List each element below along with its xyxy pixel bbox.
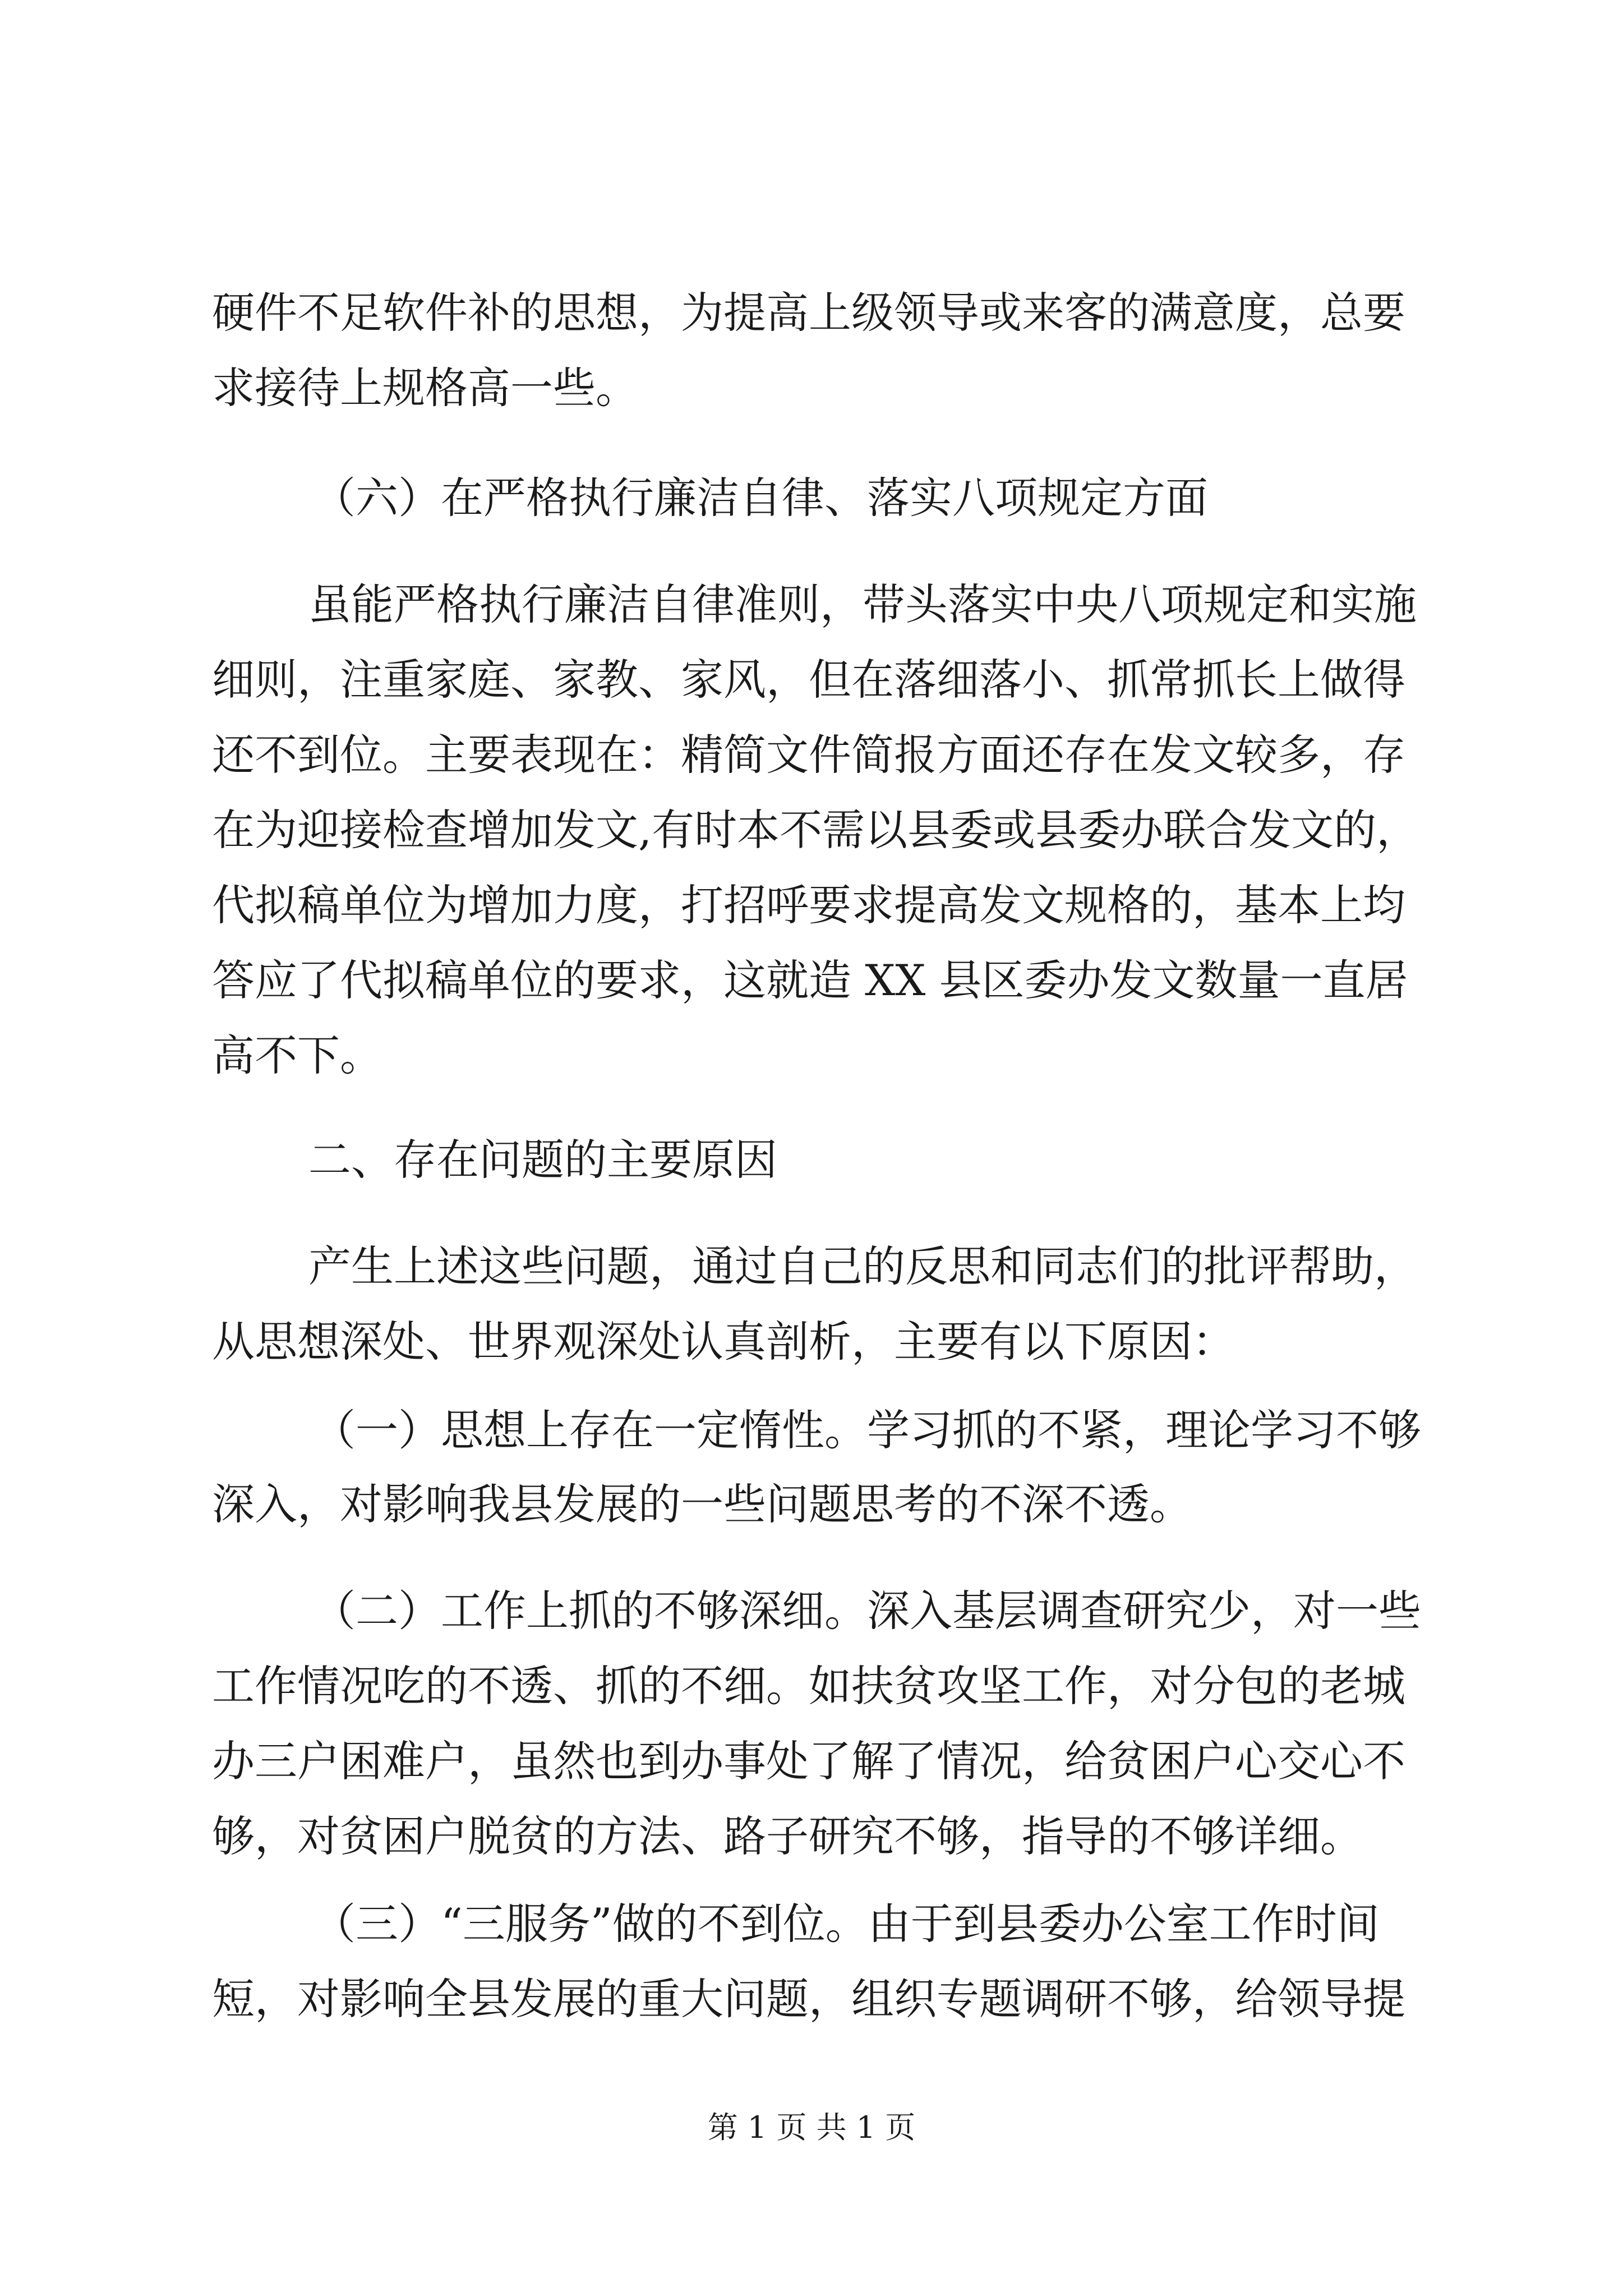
section-heading: （六）在严格执行廉洁自律、落实八项规定方面 bbox=[313, 473, 1208, 523]
text-line: 还不到位。主要表现在：精简文件简报方面还存在发文较多，存 bbox=[212, 730, 1405, 780]
text-line: （一）思想上存在一定惰性。学习抓的不紧，理论学习不够 bbox=[313, 1405, 1421, 1455]
text-line: （二）工作上抓的不够深细。深入基层调查研究少，对一些 bbox=[313, 1586, 1421, 1636]
section-heading: 二、存在问题的主要原因 bbox=[308, 1135, 777, 1185]
text-line: 高不下。 bbox=[212, 1030, 382, 1080]
page-footer: 第 1 页 共 1 页 bbox=[707, 2110, 916, 2145]
text-line: 答应了代拟稿单位的要求，这就造 XX 县区委办发文数量一直居 bbox=[212, 955, 1408, 1005]
text-line: 工作情况吃的不透、抓的不细。如扶贫攻坚工作，对分包的老城 bbox=[212, 1661, 1405, 1711]
text-line: 够，对贫困户脱贫的方法、路子研究不够，指导的不够详细。 bbox=[212, 1811, 1363, 1861]
text-line: 代拟稿单位为增加力度，打招呼要求提高发文规格的，基本上均 bbox=[212, 880, 1405, 930]
text-line: 从思想深处、世界观深处认真剖析，主要有以下原因： bbox=[212, 1317, 1235, 1366]
text-line: 短，对影响全县发展的重大问题，组织专题调研不够，给领导提 bbox=[212, 1974, 1405, 2024]
text-line: 求接待上规格高一些。 bbox=[212, 363, 638, 413]
text-line: （三）“三服务”做的不到位。由于到县委办公室工作时间 bbox=[313, 1899, 1380, 1949]
text-line: 硬件不足软件补的思想，为提高上级领导或来客的满意度，总要 bbox=[212, 288, 1405, 338]
text-line: 办三户困难户，虽然也到办事处了解了情况，给贫困户心交心不 bbox=[212, 1736, 1405, 1786]
text-line: 在为迎接检查增加发文,有时本不需以县委或县委办联合发文的， bbox=[212, 805, 1419, 855]
text-line: 虽能严格执行廉洁自律准则，带头落实中央八项规定和实施 bbox=[308, 579, 1417, 629]
text-line: 产生上述这些问题，通过自己的反思和同志们的批评帮助， bbox=[308, 1241, 1417, 1291]
text-line: 细则，注重家庭、家教、家风，但在落细落小、抓常抓长上做得 bbox=[212, 655, 1405, 705]
text-line: 深入，对影响我县发展的一些问题思考的不深不透。 bbox=[212, 1479, 1192, 1529]
